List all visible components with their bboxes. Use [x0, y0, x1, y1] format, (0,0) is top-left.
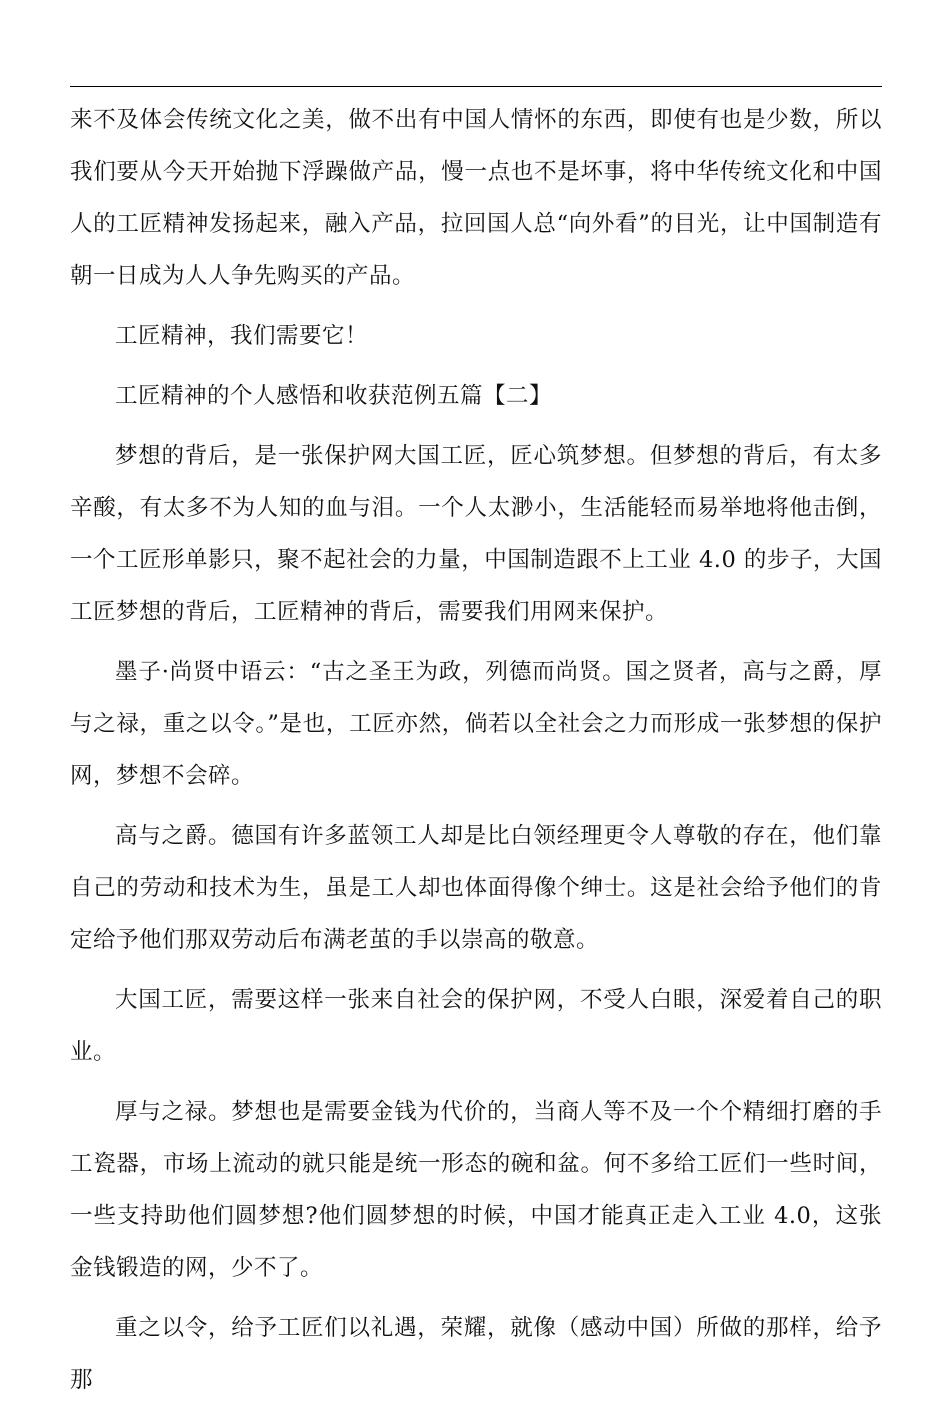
paragraph-continuation: 来不及体会传统文化之美，做不出有中国人情怀的东西，即使有也是少数，所以我们要从今天开始抛下浮躁做产品，慢一点也不是坏事，将中华传统文化和中国人的工匠精神发扬起来，融入产品，拉回国人总“向外看”的目光，让中国制造有朝一日成为人人争先购买的产品。	[70, 107, 882, 289]
paragraph: 墨子·尚贤中语云：“古之圣王为政，列德而尚贤。国之贤者，高与之爵，厚与之禄，重之以令。”是也，工匠亦然，倘若以全社会之力而形成一张梦想的保护网，梦想不会碎。	[70, 659, 882, 789]
paragraph-statement: 工匠精神，我们需要它！	[115, 323, 369, 349]
paragraph: 重之以令，给予工匠们以礼遇，荣耀，就像（感动中国）所做的那样，给予那	[70, 1315, 882, 1393]
section-heading: 工匠精神的个人感悟和收获范例五篇【二】	[115, 383, 553, 409]
header-rule	[70, 86, 882, 87]
paragraph: 厚与之禄。梦想也是需要金钱为代价的，当商人等不及一个个精细打磨的手工瓷器，市场上流动的就只能是统一形态的碗和盆。何不多给工匠们一些时间，一些支持助他们圆梦想?他们圆梦想的时候，中国才能真正走入工业 4.0，这张金钱锻造的网，少不了。	[70, 1099, 882, 1281]
paragraph: 梦想的背后，是一张保护网大国工匠，匠心筑梦想。但梦想的背后，有太多辛酸，有太多不为人知的血与泪。一个人太渺小，生活能轻而易举地将他击倒，一个工匠形单影只，聚不起社会的力量，中国制造跟不上工业 4.0 的步子，大国工匠梦想的背后，工匠精神的背后，需要我们用网来保护。	[70, 443, 882, 625]
body-text	[70, 94, 882, 1414]
paragraph: 高与之爵。德国有许多蓝领工人却是比白领经理更令人尊敬的存在，他们靠自己的劳动和技术为生，虽是工人却也体面得像个绅士。这是社会给予他们的肯定给予他们那双劳动后布满老茧的手以崇高的敬意。	[70, 823, 882, 953]
paragraph: 大国工匠，需要这样一张来自社会的保护网，不受人白眼，深爱着自己的职业。	[70, 987, 882, 1065]
